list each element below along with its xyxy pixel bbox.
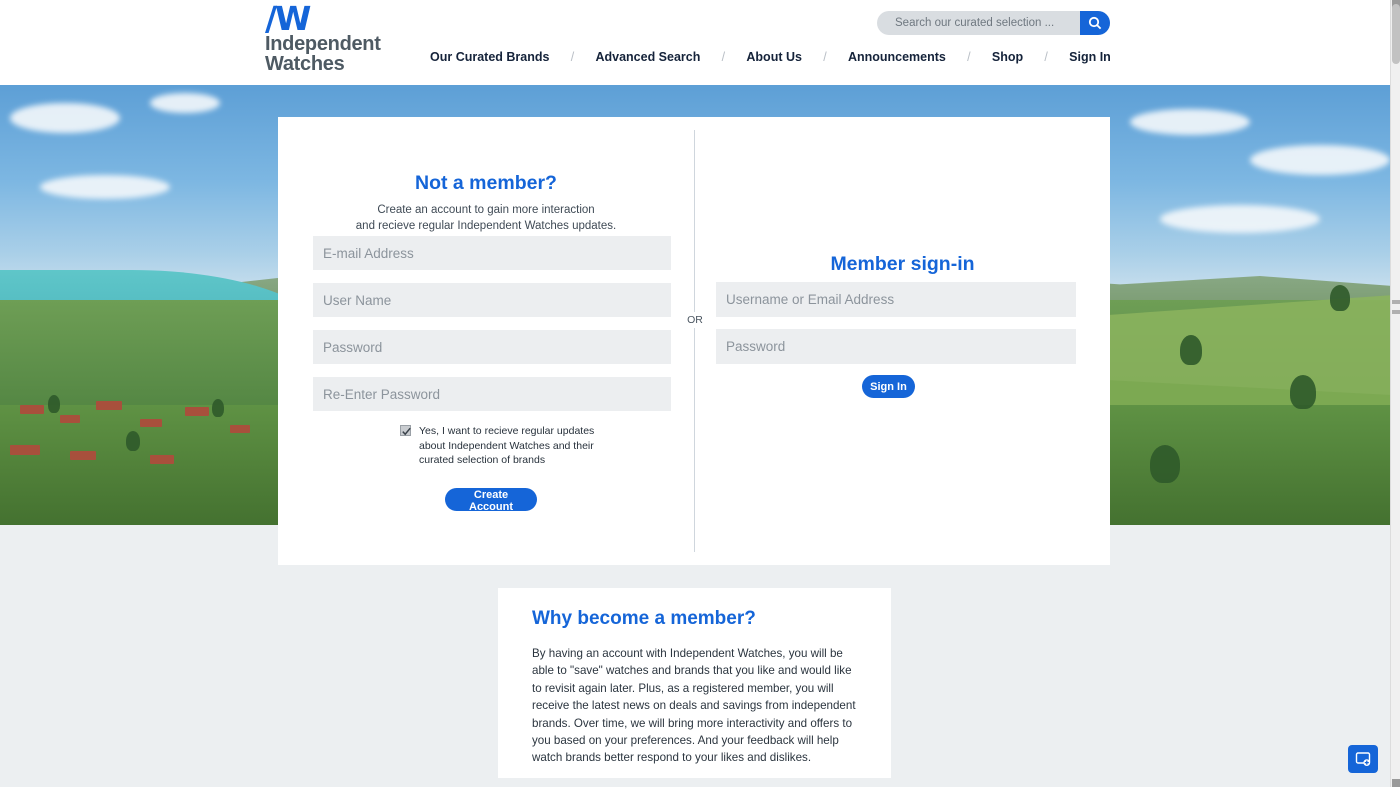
main-navigation — [430, 50, 1111, 64]
vertical-scrollbar[interactable] — [1390, 0, 1400, 787]
cloud — [150, 93, 220, 113]
signup-subtitle — [278, 202, 694, 234]
signup-email-input[interactable] — [313, 236, 671, 270]
why-heading: Why become a member? — [532, 608, 756, 629]
search-icon — [1088, 16, 1102, 30]
cloud — [10, 103, 120, 133]
tree — [126, 431, 140, 451]
signup-confirm-password-input[interactable] — [313, 377, 671, 411]
signup-username-input[interactable] — [313, 283, 671, 317]
cloud — [1130, 109, 1250, 135]
rooftop — [10, 445, 40, 455]
scroll-marker — [1392, 310, 1400, 314]
scroll-marker — [1392, 300, 1400, 304]
nav-item-sign-in[interactable]: Sign In — [1069, 50, 1111, 64]
nav-separator: / — [570, 50, 575, 64]
or-label: OR — [681, 312, 709, 328]
logo-line-1: Independent — [265, 33, 381, 55]
scrollbar-thumb[interactable] — [1392, 4, 1400, 64]
tree — [1330, 285, 1350, 311]
signin-password-input[interactable] — [716, 329, 1076, 364]
auth-card — [278, 117, 1110, 565]
nav-separator: / — [823, 50, 827, 64]
pane-divider — [694, 130, 695, 552]
nav-item-our-curated-brands[interactable]: Our Curated Brands — [430, 50, 550, 64]
why-body-text: By having an account with Independent Watches, you will be able to "save" watches and brands that you like and would like to revisit again later. Plus, as a registered member, you will receive the latest news on deals and savings from independent brands. Over time, we will bring more interactivity and offers to you based on your preferences. And your feedback will help watch brands better respond to your likes and dislikes. — [532, 647, 856, 765]
rooftop — [60, 415, 80, 423]
site-search — [877, 11, 1110, 35]
tree — [48, 395, 60, 413]
consent-checkbox[interactable] — [400, 425, 411, 436]
signup-password-input[interactable] — [313, 330, 671, 364]
search-button[interactable] — [1080, 11, 1110, 35]
logo-wordmark — [265, 34, 445, 74]
chat-badge-icon — [1355, 751, 1371, 767]
search-input[interactable] — [877, 16, 1080, 30]
nav-item-about-us[interactable]: About Us — [746, 50, 802, 64]
signin-heading: Member sign-in — [830, 253, 975, 275]
rooftop — [20, 405, 44, 414]
tree — [1180, 335, 1202, 365]
nav-item-advanced-search[interactable]: Advanced Search — [595, 50, 701, 64]
logo-mark-icon: /W — [265, 0, 310, 38]
checkmark-icon — [401, 426, 412, 437]
nav-separator: / — [967, 50, 971, 64]
signup-subtitle-line-1: Create an account to gain more interaction — [377, 204, 595, 216]
why-become-member-card — [498, 588, 891, 778]
signin-username-input[interactable] — [716, 282, 1076, 317]
rooftop — [96, 401, 122, 410]
rooftop — [150, 455, 174, 464]
signup-heading: Not a member? — [415, 172, 557, 194]
tree — [212, 399, 224, 417]
site-header — [0, 0, 1400, 85]
nav-separator: / — [721, 50, 726, 64]
chat-widget-button[interactable] — [1348, 745, 1378, 773]
logo-line-2: Watches — [265, 53, 345, 75]
signup-subtitle-line-2: and recieve regular Independent Watches updates. — [355, 220, 617, 232]
consent-label: Yes, I want to recieve regular updates about Independent Watches and their curated selection of brands — [419, 425, 595, 467]
create-account-button[interactable]: Create Account — [445, 488, 537, 511]
site-logo[interactable] — [265, 0, 445, 75]
scroll-down-arrow[interactable] — [1392, 779, 1400, 787]
tree — [1150, 445, 1180, 483]
rooftop — [70, 451, 96, 460]
nav-item-shop[interactable]: Shop — [991, 50, 1024, 64]
rooftop — [140, 419, 162, 427]
cloud — [1160, 205, 1320, 233]
rooftop — [230, 425, 250, 433]
nav-separator: / — [1044, 50, 1048, 64]
sign-in-button[interactable]: Sign In — [862, 375, 915, 398]
rooftop — [185, 407, 209, 416]
signup-consent-row — [400, 424, 615, 468]
cloud — [1250, 145, 1390, 175]
nav-item-announcements[interactable]: Announcements — [847, 50, 946, 64]
tree — [1290, 375, 1316, 409]
cloud — [40, 175, 170, 199]
